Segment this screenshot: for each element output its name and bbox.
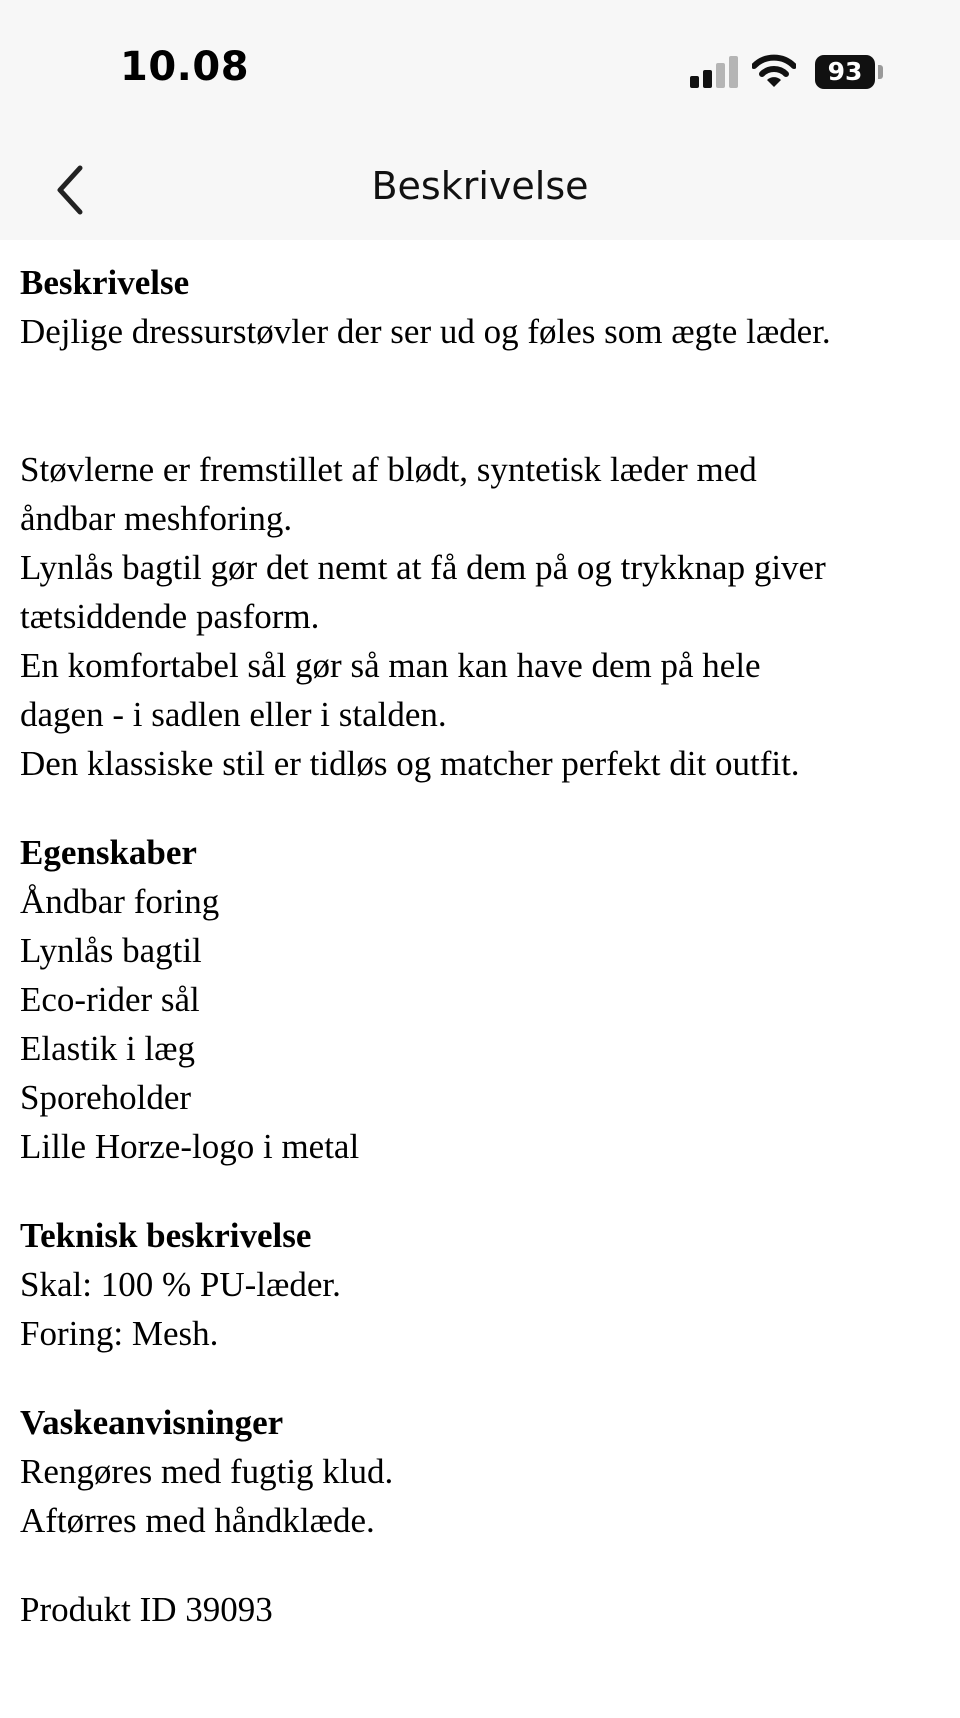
signal-bar [729, 56, 738, 88]
description-heading: Beskrivelse [20, 263, 190, 302]
feature-item: Eco-rider sål [20, 980, 200, 1019]
signal-bar [716, 63, 725, 88]
description-line: En komfortabel sål gør så man kan have dem på hele [20, 646, 761, 685]
wifi-icon [752, 54, 796, 90]
description-line: Den klassiske stil er tidløs og matcher perfekt dit outfit. [20, 744, 800, 783]
cellular-signal-icon [690, 56, 738, 88]
technical-line: Foring: Mesh. [20, 1314, 219, 1353]
washing-line: Rengøres med fugtig klud. [20, 1452, 394, 1491]
description-line: dagen - i sadlen eller i stalden. [20, 695, 447, 734]
description-content [20, 258, 950, 1634]
feature-item: Lynlås bagtil [20, 931, 202, 970]
feature-item: Åndbar foring [20, 882, 220, 921]
description-line: tætsiddende pasform. [20, 597, 320, 636]
battery-cap [878, 65, 883, 79]
signal-bar [703, 70, 712, 88]
feature-item: Sporeholder [20, 1078, 192, 1117]
status-bar [0, 0, 960, 140]
features-heading: Egenskaber [20, 833, 197, 872]
washing-line: Aftørres med håndklæde. [20, 1501, 375, 1540]
status-time: 10.08 [120, 44, 250, 90]
signal-bar [690, 76, 699, 88]
description-line: Lynlås bagtil gør det nemt at få dem på og trykknap giver [20, 548, 826, 587]
battery-icon [815, 55, 875, 89]
description-intro: Dejlige dressurstøvler der ser ud og føles som ægte læder. [20, 312, 831, 351]
navigation-bar [0, 140, 960, 240]
feature-item: Lille Horze-logo i metal [20, 1127, 360, 1166]
page-title: Beskrivelse [371, 164, 589, 208]
technical-line: Skal: 100 % PU-læder. [20, 1265, 341, 1304]
description-line: åndbar meshforing. [20, 499, 293, 538]
washing-heading: Vaskeanvisninger [20, 1403, 284, 1442]
battery-level: 93 [827, 57, 863, 86]
feature-item: Elastik i læg [20, 1029, 195, 1068]
product-id: Produkt ID 39093 [20, 1590, 273, 1629]
technical-heading: Teknisk beskrivelse [20, 1216, 312, 1255]
description-line: Støvlerne er fremstillet af blødt, syntetisk læder med [20, 450, 757, 489]
